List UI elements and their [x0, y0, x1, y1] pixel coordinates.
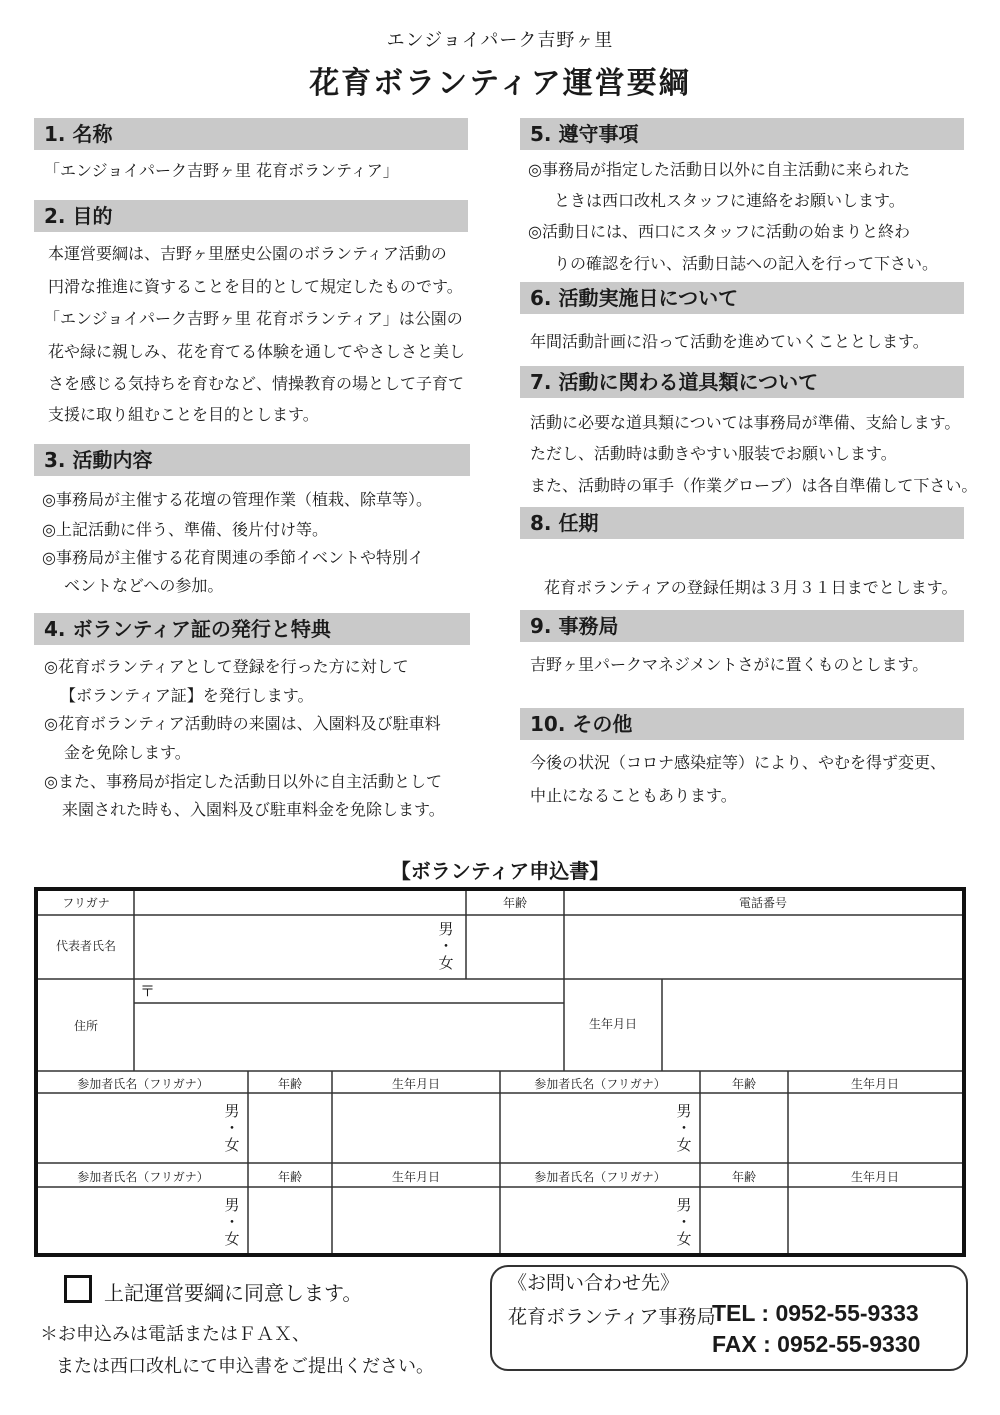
section-5-line-3: ◎活動日には、西口にスタッフに活動の始まりと終わ	[528, 222, 910, 241]
participant-name-label: 参加者氏名（フリガナ）	[77, 1077, 209, 1091]
section-heading-2: 2. 目的	[34, 200, 468, 232]
section-7-line-2: ただし、活動時は動きやすい服装でお願いします。	[530, 444, 897, 463]
participant-age-label: 年齢	[731, 1077, 756, 1091]
section-2-line-3: 「エンジョイパーク吉野ヶ里 花育ボランティア」は公園の	[44, 309, 463, 328]
organization-name: エンジョイパーク吉野ヶ里	[386, 30, 614, 51]
age-label: 年齢	[502, 896, 527, 910]
agree-label: 上記運営要綱に同意します。	[104, 1281, 363, 1305]
section-heading-8: 8. 任期	[520, 507, 964, 539]
section-7-line-3: また、活動時の軍手（作業グローブ）は各自準備して下さい。	[530, 476, 978, 495]
female-label: 女	[224, 1136, 240, 1154]
female-label: 女	[676, 1230, 692, 1248]
contact-tel[interactable]: TEL : 0952-55-9333	[712, 1300, 919, 1326]
form-title: 【ボランティア申込書】	[390, 859, 610, 883]
section-1-line-1: 「エンジョイパーク吉野ヶ里 花育ボランティア」	[44, 161, 399, 180]
section-heading-5: 5. 遵守事項	[520, 118, 964, 150]
address-label: 住所	[73, 1019, 98, 1033]
contact-label: 《お問い合わせ先》	[508, 1272, 680, 1294]
section-10-line-1: 今後の状況（コロナ感染症等）により、やむを得ず変更、	[530, 753, 947, 772]
page-title: 花育ボランティア運営要綱	[309, 66, 691, 101]
section-2-line-5: さを感じる気持ちを育むなど、情操教育の場として子育て	[48, 374, 465, 393]
section-2-line-2: 円滑な推進に資することを目的として規定したものです。	[48, 277, 463, 296]
furigana-input[interactable]	[134, 891, 466, 915]
representative-gender[interactable]	[436, 921, 456, 972]
section-3-line-1: ◎事務局が主催する花壇の管理作業（植栽、除草等）。	[42, 490, 432, 509]
section-6-line-1: 年間活動計画に沿って活動を進めていくこととします。	[530, 332, 929, 351]
participant-birthdate-label: 生年月日	[850, 1170, 899, 1184]
section-10-line-2: 中止になることもあります。	[530, 786, 737, 805]
address-input[interactable]	[134, 1003, 564, 1071]
section-heading-3: 3. 活動内容	[34, 444, 470, 476]
separator-dot: ・	[676, 1213, 692, 1231]
furigana-label: フリガナ	[62, 896, 110, 910]
participant-age-label: 年齢	[731, 1170, 756, 1184]
section-7-line-1: 活動に必要な道具類については事務局が準備、支給します。	[530, 413, 961, 432]
male-label: 男	[438, 920, 454, 938]
male-label: 男	[676, 1102, 692, 1120]
section-5-line-1: ◎事務局が指定した活動日以外に自主活動に来られた	[528, 160, 910, 179]
section-9-line-1: 吉野ヶ里パークマネジメントさがに置くものとします。	[530, 655, 929, 674]
agree-checkbox[interactable]	[64, 1275, 92, 1303]
separator-dot: ・	[438, 937, 454, 955]
representative-name-label: 代表者氏名	[55, 939, 116, 953]
birthdate-input[interactable]	[662, 979, 962, 1071]
male-label: 男	[224, 1102, 240, 1120]
section-heading-6: 6. 活動実施日について	[520, 282, 964, 314]
participant-gender[interactable]	[222, 1103, 242, 1154]
participant-age-label: 年齢	[277, 1077, 302, 1091]
participant-birthdate-label: 生年月日	[391, 1170, 440, 1184]
separator-dot: ・	[676, 1119, 692, 1137]
birthdate-label: 生年月日	[588, 1017, 637, 1031]
female-label: 女	[224, 1230, 240, 1248]
section-3-line-2: ◎上記活動に伴う、準備、後片付け等。	[42, 520, 328, 539]
contact-fax: FAX : 0952-55-9330	[712, 1331, 921, 1357]
separator-dot: ・	[224, 1213, 240, 1231]
participant-gender[interactable]	[222, 1197, 242, 1248]
participant-name-label: 参加者氏名（フリガナ）	[534, 1077, 666, 1091]
section-4-line-2: 【ボランティア証】を発行します。	[60, 686, 314, 705]
representative-age-input[interactable]	[466, 915, 564, 979]
participant-birthdate-label: 生年月日	[850, 1077, 899, 1091]
section-4-line-5: ◎また、事務局が指定した活動日以外に自主活動として	[44, 772, 442, 791]
section-heading-4: 4. ボランティア証の発行と特典	[34, 613, 470, 645]
section-2-line-6: 支援に取り組むことを目的とします。	[48, 405, 319, 424]
section-5-line-2: ときは西口改札スタッフに連絡をお願いします。	[554, 191, 905, 210]
section-3-line-3: ◎事務局が主催する花育関連の季節イベントや特別イ	[42, 548, 424, 567]
representative-name-input[interactable]	[134, 915, 434, 979]
participant-name-label: 参加者氏名（フリガナ）	[77, 1170, 209, 1184]
contact-office: 花育ボランティア事務局	[508, 1306, 716, 1328]
application-form	[34, 887, 966, 1257]
participant-age-label: 年齢	[277, 1170, 302, 1184]
phone-label: 電話番号	[738, 896, 787, 910]
phone-input[interactable]	[564, 915, 962, 979]
female-label: 女	[676, 1136, 692, 1154]
separator-dot: ・	[224, 1119, 240, 1137]
section-3-line-4: ベントなどへの参加。	[64, 576, 224, 595]
female-label: 女	[438, 954, 454, 972]
section-2-line-4: 花や緑に親しみ、花を育てる体験を通してやさしさと美し	[48, 342, 465, 361]
section-4-line-1: ◎花育ボランティアとして登録を行った方に対して	[44, 657, 409, 676]
application-note-line-2: または西口改札にて申込書をご提出ください。	[56, 1356, 434, 1377]
participant-gender[interactable]	[674, 1197, 694, 1248]
section-heading-9: 9. 事務局	[520, 610, 964, 642]
section-4-line-4: 金を免除します。	[64, 743, 191, 762]
section-8-line-1: 花育ボランティアの登録任期は３月３１日までとします。	[544, 578, 958, 597]
section-heading-1: 1. 名称	[34, 118, 468, 150]
participant-birthdate-label: 生年月日	[391, 1077, 440, 1091]
section-5-line-4: りの確認を行い、活動日誌への記入を行って下さい。	[554, 254, 939, 273]
participant-name-label: 参加者氏名（フリガナ）	[534, 1170, 666, 1184]
participant-gender[interactable]	[674, 1103, 694, 1154]
male-label: 男	[224, 1196, 240, 1214]
application-note-line-1: ＊お申込みは電話またはＦＡＸ、	[40, 1324, 310, 1345]
section-4-line-6: 来園された時も、入園料及び駐車料金を免除します。	[62, 800, 445, 819]
male-label: 男	[676, 1196, 692, 1214]
section-heading-10: 10. その他	[520, 708, 964, 740]
section-heading-7: 7. 活動に関わる道具類について	[520, 366, 964, 398]
postal-mark: 〒	[140, 982, 156, 1000]
section-4-line-3: ◎花育ボランティア活動時の来園は、入園料及び駐車料	[44, 714, 441, 733]
section-2-line-1: 本運営要綱は、吉野ヶ里歴史公園のボランティア活動の	[48, 244, 447, 263]
